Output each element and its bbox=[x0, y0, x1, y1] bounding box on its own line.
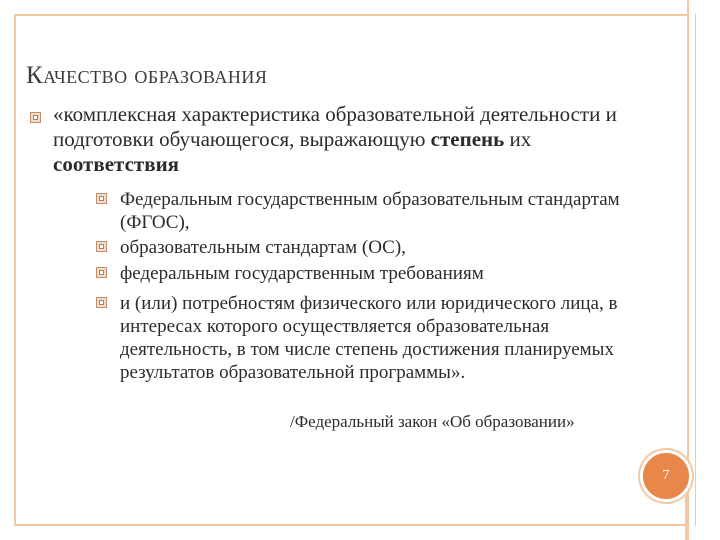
bullet-icon bbox=[96, 193, 107, 204]
list-item-text: образовательным стандартам (ОС), bbox=[120, 237, 406, 258]
definition-text-mid: их bbox=[504, 127, 532, 151]
definition-text-plain: «комплексная характеристика образовательной деятельности и подготовки обучающегося, выражающую bbox=[53, 102, 617, 151]
page-number-badge: 7 bbox=[640, 450, 692, 502]
bullet-icon bbox=[96, 241, 107, 252]
list-item-text: Федеральным государственным образовательным стандартам (ФГОС), bbox=[120, 189, 620, 233]
slide-title: Качество образования bbox=[26, 62, 268, 89]
definition-emphasis-compliance: соответствия bbox=[53, 152, 180, 176]
bullet-icon bbox=[30, 112, 41, 123]
list-item-text: федеральным государственным требованиям bbox=[120, 263, 484, 284]
bullet-icon bbox=[96, 267, 107, 278]
list-item-text: и (или) потребностям физического или юридического лица, в интересах которого осуществляется образовательная деятельность, в том числе степень достижения планируемых результатов образовательной программы». bbox=[120, 293, 618, 383]
slide-frame-right-band bbox=[687, 0, 720, 540]
definition-text bbox=[53, 102, 653, 177]
source-citation: /Федеральный закон «Об образовании» bbox=[290, 412, 575, 431]
bullet-icon bbox=[96, 297, 107, 308]
definition-emphasis-degree: степень bbox=[430, 127, 505, 151]
